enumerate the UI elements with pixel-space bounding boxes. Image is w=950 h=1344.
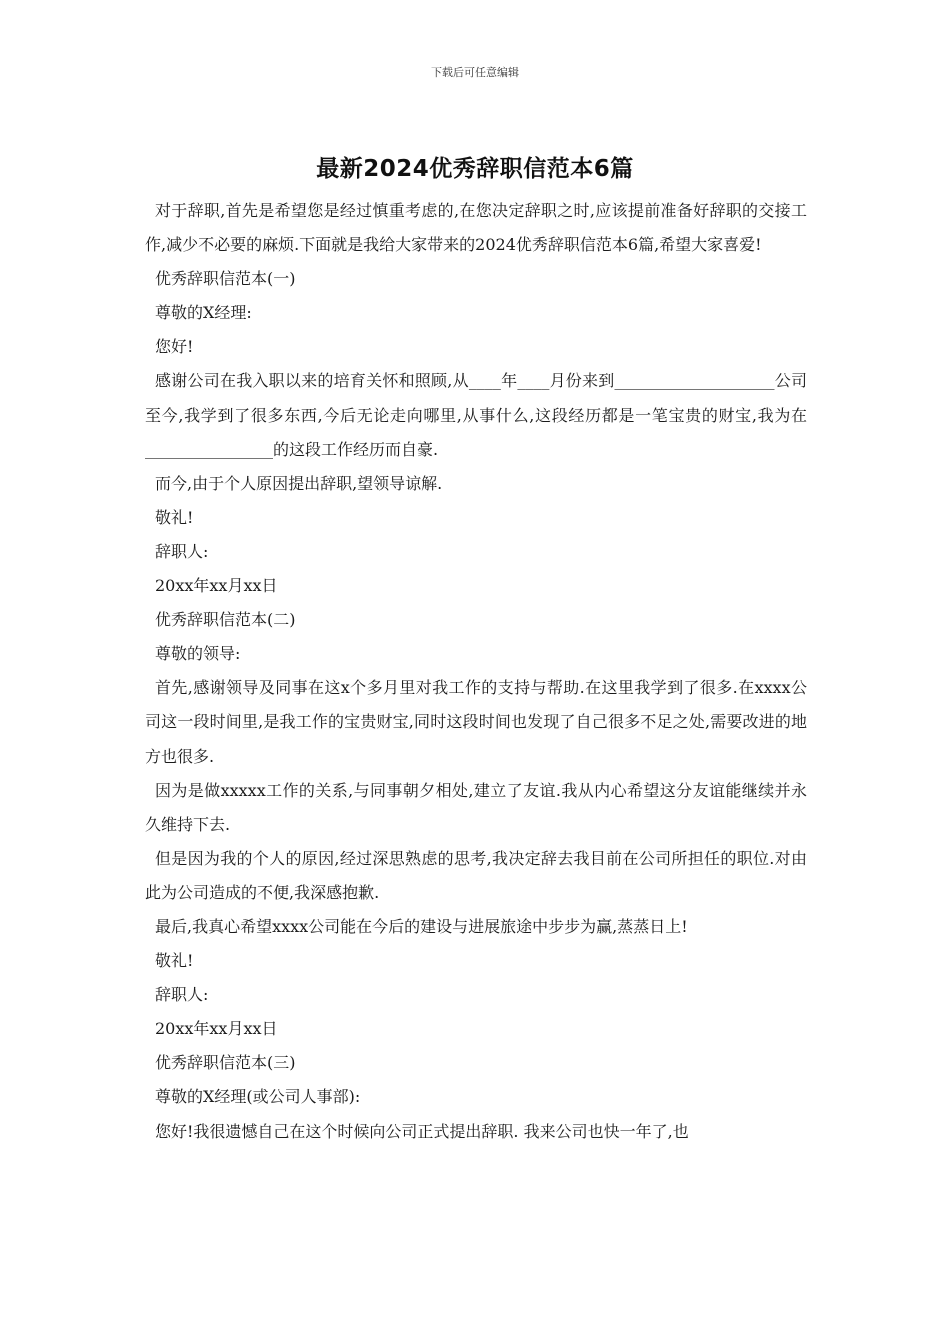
salutation: 尊敬的X经理(或公司人事部): <box>155 1087 361 1107</box>
salutation: 尊敬的X经理: <box>155 303 252 323</box>
intro-paragraph: 对于辞职,首先是希望您是经过慎重考虑的,在您决定辞职之时,应该提前准备好辞职的交接工作,减少不必要的麻烦.下面就是我给大家带来的2024优秀辞职信范本6篇,希望大家喜爱! <box>145 201 807 255</box>
section-heading: 优秀辞职信范本(二) <box>155 610 296 630</box>
body-paragraph: 您好!我很遗憾自己在这个时候向公司正式提出辞职. 我来公司也快一年了,也 <box>155 1121 689 1141</box>
document-body <box>145 194 807 1149</box>
date-line: 20xx年xx月xx日 <box>155 576 278 596</box>
body-paragraph: 首先,感谢领导及同事在这x个多月里对我工作的支持与帮助.在这里我学到了很多.在xxxx公司这一段时间里,是我工作的宝贵财宝,同时这段时间也发现了自己很多不足之处,需要改进的地方也很多. <box>145 678 807 766</box>
body-paragraph: 但是因为我的个人的原因,经过深思熟虑的思考,我决定辞去我目前在公司所担任的职位.对由此为公司造成的不便,我深感抱歉. <box>145 848 807 902</box>
signature-label: 辞职人: <box>155 985 209 1005</box>
closing: 敬礼! <box>155 507 194 527</box>
document-title: 最新2024优秀辞职信范本6篇 <box>316 156 634 182</box>
greeting: 您好! <box>155 337 194 357</box>
salutation: 尊敬的领导: <box>155 644 241 664</box>
section-heading: 优秀辞职信范本(一) <box>155 269 296 289</box>
body-paragraph: 因为是做xxxxx工作的关系,与同事朝夕相处,建立了友谊.我从内心希望这分友谊能继续并永久维持下去. <box>145 780 807 834</box>
closing: 敬礼! <box>155 951 194 971</box>
body-paragraph: 最后,我真心希望xxxx公司能在今后的建设与进展旅途中步步为赢,蒸蒸日上! <box>155 916 688 936</box>
section-heading: 优秀辞职信范本(三) <box>155 1053 296 1073</box>
date-line: 20xx年xx月xx日 <box>155 1019 278 1039</box>
header-note: 下载后可任意编辑 <box>431 66 519 79</box>
body-paragraph: 而今,由于个人原因提出辞职,望领导谅解. <box>155 473 443 493</box>
body-paragraph: 感谢公司在我入职以来的培育关怀和照顾,从____年____月份来到____________________公司至今,我学到了很多东西,今后无论走向哪里,从事什么,这段经历都是一笔宝贵的财宝,我为在________________的这段工作经历而自豪. <box>145 371 807 459</box>
signature-label: 辞职人: <box>155 541 209 561</box>
